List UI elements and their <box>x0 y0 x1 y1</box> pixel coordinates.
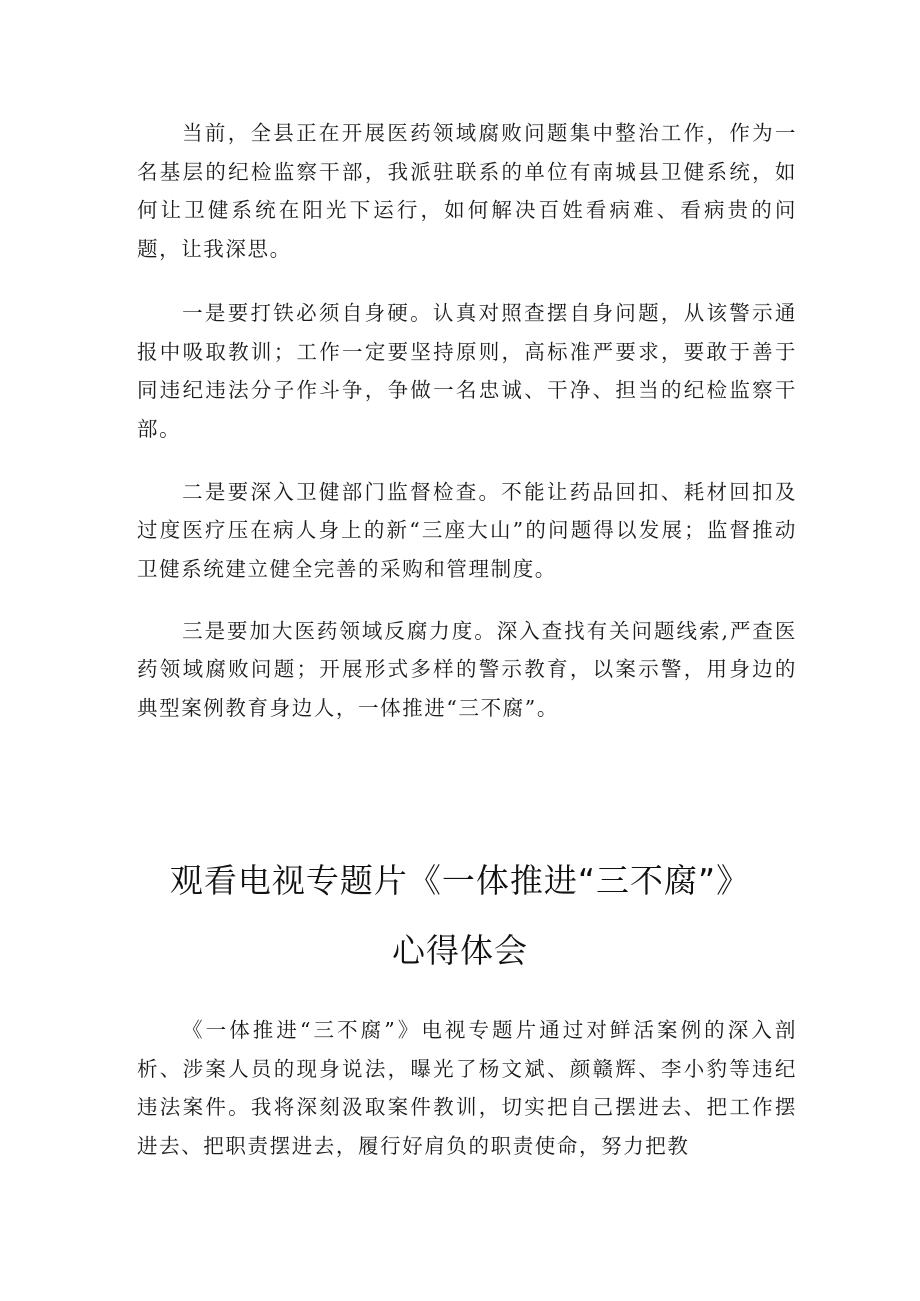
section-1-body <box>137 114 797 728</box>
section-2-body <box>137 1011 797 1166</box>
paragraph-point-1: 一是要打铁必须自身硬。认真对照查摆自身问题，从该警示通报中吸取教训；工作一定要坚持原则，高标准严要求，要敢于善于同违纪违法分子作斗争，争做一名忠诚、干净、担当的纪检监察干部。 <box>137 300 797 441</box>
paragraph-point-2: 二是要深入卫健部门监督检查。不能让药品回扣、耗材回扣及过度医疗压在病人身上的新“三座大山”的问题得以发展；监督推动卫健系统建立健全完善的采购和管理制度。 <box>137 479 797 582</box>
paragraph-point-3: 三是要加大医药领域反腐力度。深入查找有关问题线索,严查医药领域腐败问题；开展形式多样的警示教育，以案示警，用身边的典型案例教育身边人，一体推进“三不腐”。 <box>137 618 797 721</box>
article-title-line-1: 观看电视专题片《一体推进“三不腐”》 <box>169 861 751 900</box>
paragraph-intro: 当前，全县正在开展医药领域腐败问题集中整治工作，作为一名基层的纪检监察干部，我派驻联系的单位有南城县卫健系统，如何让卫健系统在阳光下运行，如何解决百姓看病难、看病贵的问题，让我深思。 <box>137 121 797 262</box>
article-title-line-2: 心得体会 <box>392 931 528 970</box>
paragraph-review-intro: 《一体推进“三不腐”》电视专题片通过对鲜活案例的深入剖析、涉案人员的现身说法，曝光了杨文斌、颜赣辉、李小豹等违纪违法案件。我将深刻汲取案件教训，切实把自己摆进去、把工作摆进去、把职责摆进去，履行好肩负的职责使命，努力把教 <box>137 1018 797 1159</box>
article-title <box>0 846 920 986</box>
